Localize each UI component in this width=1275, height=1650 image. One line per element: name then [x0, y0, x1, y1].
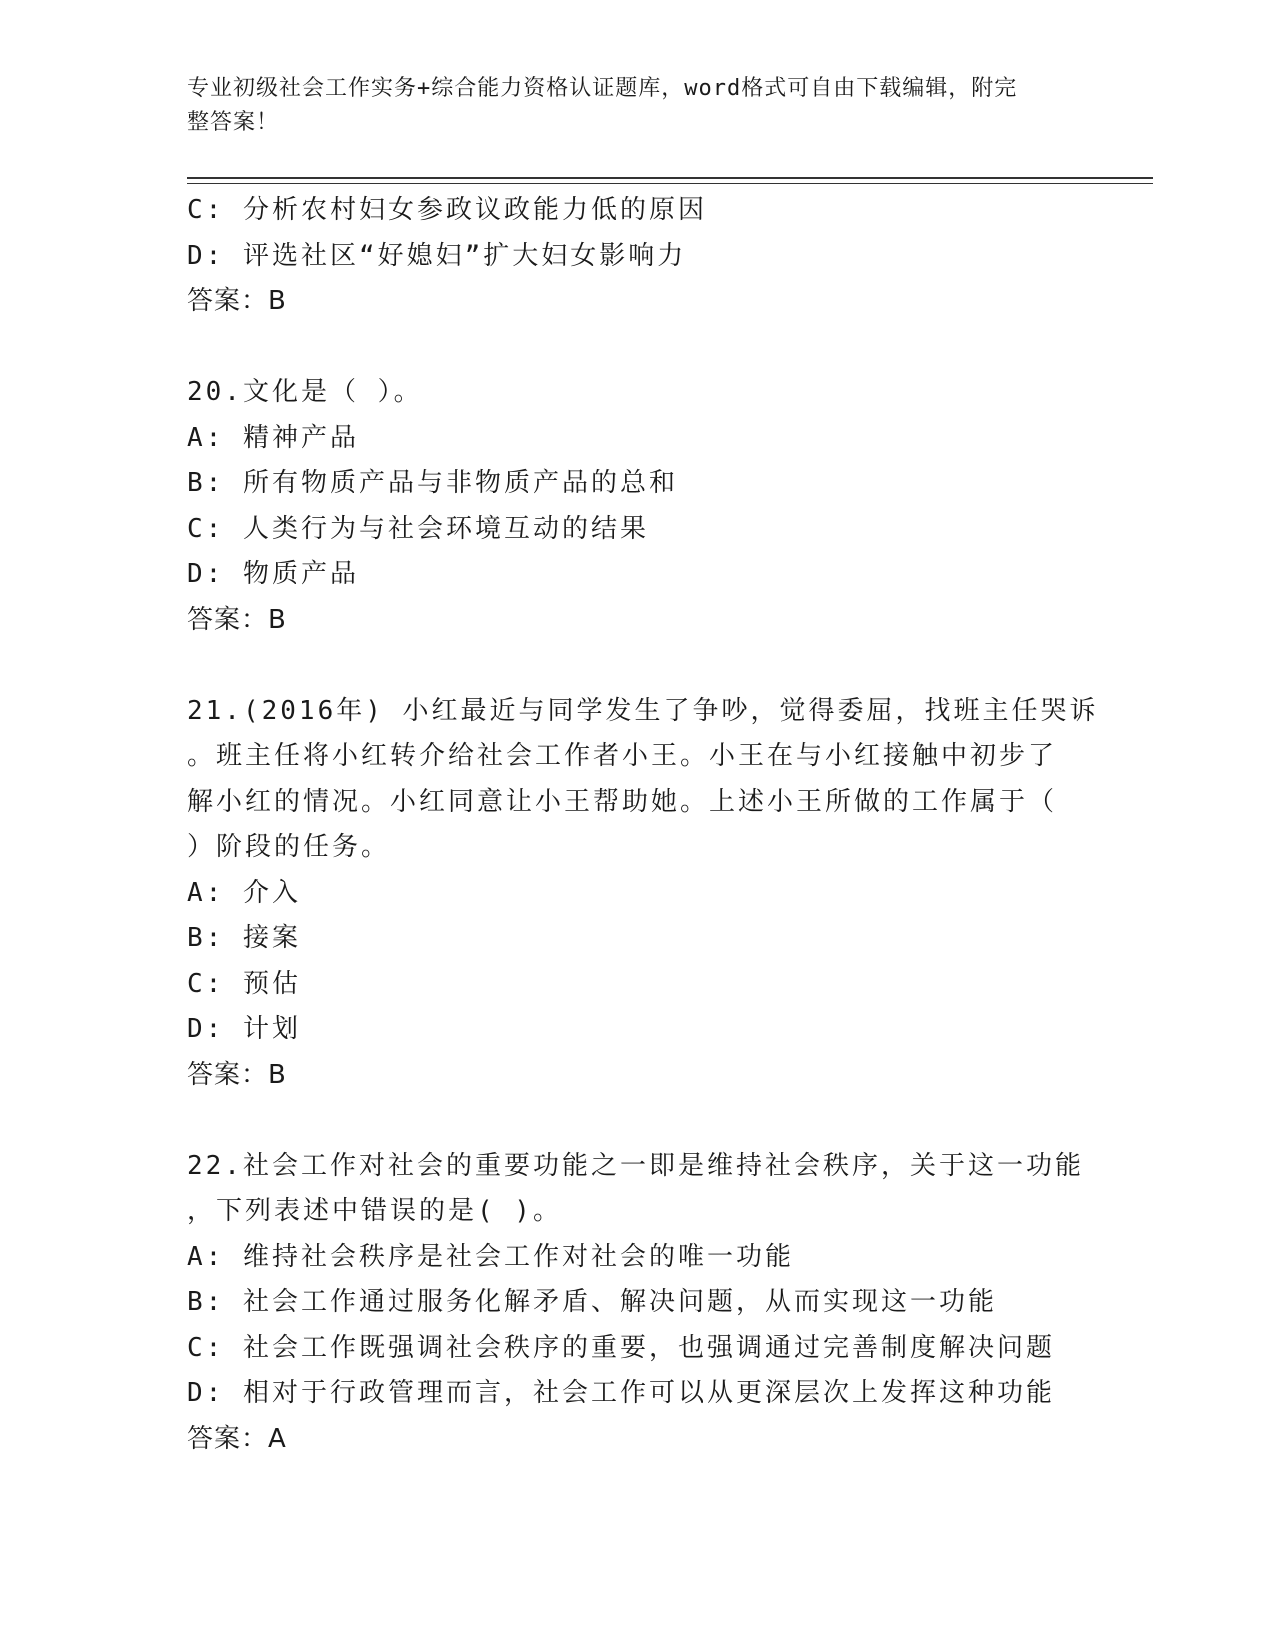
- question-stem-line-4: ）阶段的任务。: [187, 832, 391, 862]
- question-block-22: [187, 1144, 1087, 1463]
- spacer: [187, 1098, 1087, 1144]
- answer-line: 答案：B: [187, 286, 287, 316]
- option-c: C: 预估: [187, 968, 301, 999]
- option-d: D: 计划: [187, 1014, 301, 1044]
- question-list: [187, 188, 1099, 1462]
- question-block-21: [187, 689, 1099, 1099]
- option-b: B: 所有物质产品与非物质产品的总和: [187, 468, 678, 498]
- spacer: [187, 325, 1087, 371]
- question-block-20: [187, 370, 1087, 643]
- page-header: [187, 72, 1087, 140]
- option-b: B: 接案: [187, 923, 301, 953]
- answer-line: 答案：B: [187, 604, 287, 635]
- option-a: A: 介入: [187, 877, 301, 908]
- question-stem-line-3: 解小红的情况。小红同意让小王帮助她。上述小王所做的工作属于（: [187, 786, 1058, 817]
- answer-line: 答案：B: [187, 1059, 287, 1090]
- option-c: C: 分析农村妇女参政议政能力低的原因: [187, 195, 707, 225]
- question-block-prev: [187, 188, 1087, 325]
- option-a: A: 维持社会秩序是社会工作对社会的唯一功能: [187, 1241, 794, 1272]
- question-stem-line-1: 21.(2016年) 小红最近与同学发生了争吵，觉得委屈，找班主任哭诉: [187, 695, 1099, 726]
- question-stem-line-2: ，下列表述中错误的是( )。: [187, 1196, 562, 1226]
- option-b: B: 社会工作通过服务化解矛盾、解决问题，从而实现这一功能: [187, 1287, 997, 1317]
- question-stem-line-1: 22.社会工作对社会的重要功能之一即是维持社会秩序，关于这一功能: [187, 1150, 1084, 1181]
- spacer: [187, 643, 1087, 689]
- answer-line: 答案：A: [187, 1423, 287, 1454]
- question-stem-line-2: 。班主任将小红转介给社会工作者小王。小王在与小红接触中初步了: [187, 741, 1058, 771]
- option-d: D: 相对于行政管理而言，社会工作可以从更深层次上发挥这种功能: [187, 1378, 1055, 1408]
- header-divider-thick: [187, 177, 1153, 179]
- header-divider-thin: [187, 183, 1153, 184]
- question-stem: 20.文化是（ ）。: [187, 377, 423, 407]
- option-d: D: 物质产品: [187, 559, 359, 589]
- option-c: C: 社会工作既强调社会秩序的重要，也强调通过完善制度解决问题: [187, 1332, 1055, 1363]
- option-a: A: 精神产品: [187, 422, 359, 453]
- option-d: D: 评选社区“好媳妇”扩大妇女影响力: [187, 240, 687, 271]
- header-line-1: 专业初级社会工作实务+综合能力资格认证题库，word格式可自由下载编辑，附完: [187, 76, 1018, 101]
- header-line-2: 整答案！: [187, 110, 280, 135]
- option-c: C: 人类行为与社会环境互动的结果: [187, 513, 649, 544]
